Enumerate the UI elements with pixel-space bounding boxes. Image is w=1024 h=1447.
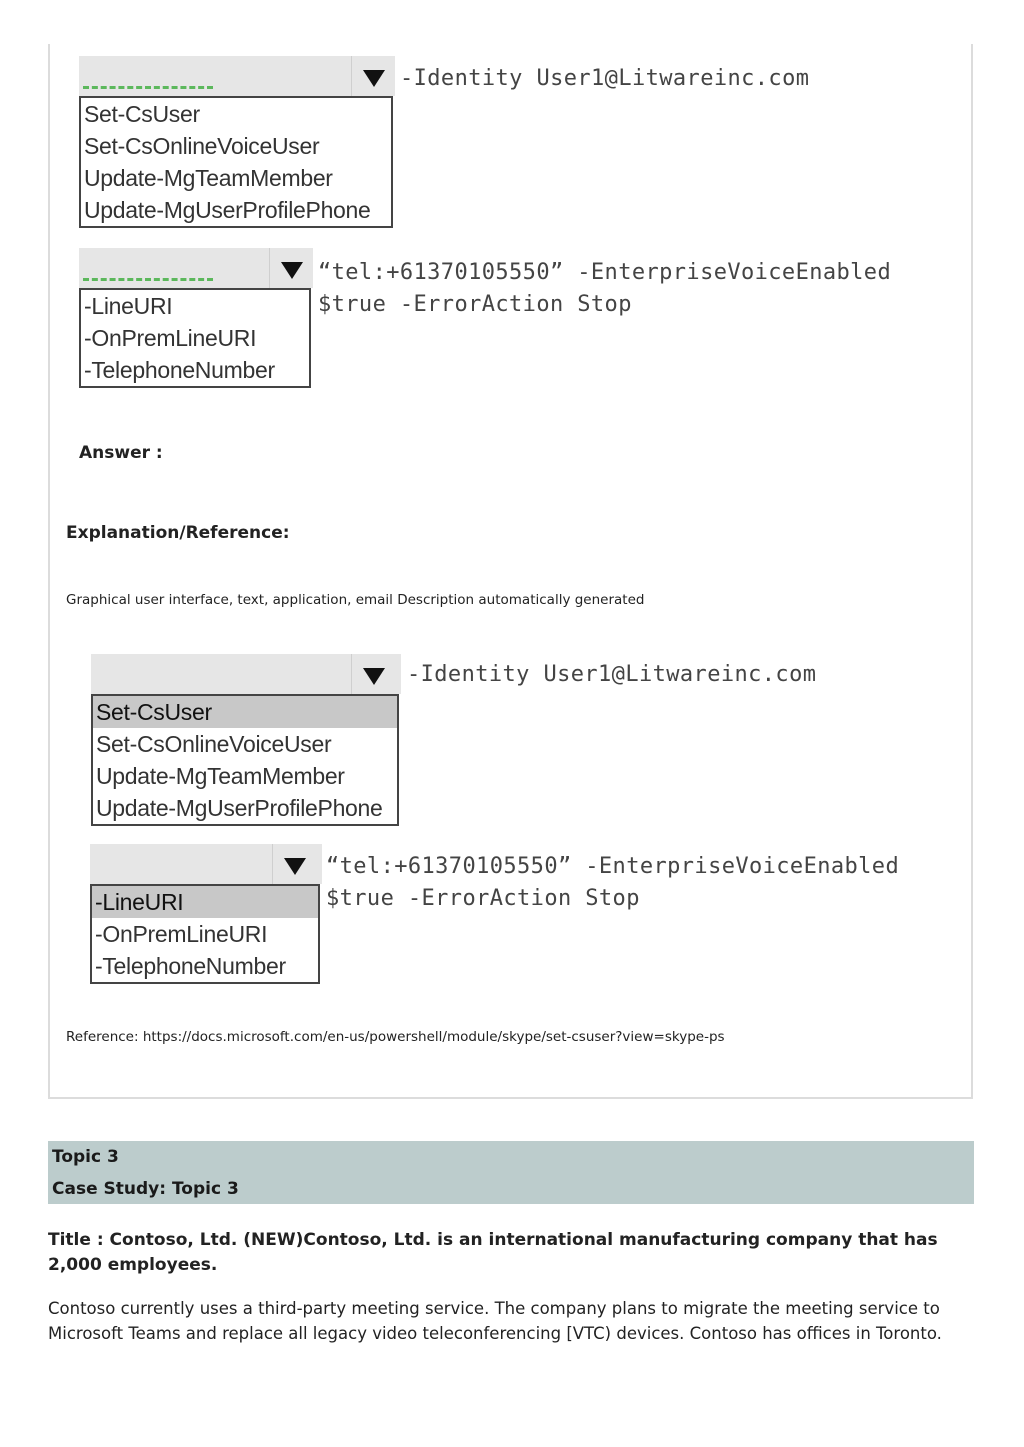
chevron-down-icon (351, 654, 394, 694)
command-suffix-line2: $true -ErrorAction Stop (318, 292, 632, 317)
case-body: Contoso currently uses a third-party meeting service. The company plans to migrate the meeting service to Microsoft Teams and replace all legacy video teleconferencing [VTC) devices. Contoso has offices in Toronto. (48, 1299, 942, 1343)
dropdown-options (79, 288, 311, 388)
question-panel (48, 44, 973, 1099)
dropdown-option: Update-MgUserProfilePhone (96, 795, 383, 821)
command-suffix-line1: “tel:+61370105550” -EnterpriseVoiceEnabled (318, 260, 892, 285)
dropdown-option[interactable]: Set-CsOnlineVoiceUser (84, 133, 320, 159)
dropdown-option[interactable]: -LineURI (84, 293, 173, 319)
empty-answer-slot (83, 278, 213, 281)
topic-header (48, 1141, 974, 1204)
chevron-down-icon[interactable] (351, 56, 394, 96)
dropdown-option[interactable]: Update-MgUserProfilePhone (84, 197, 371, 223)
dropdown-options (91, 694, 399, 826)
reference-link[interactable]: Reference: https://docs.microsoft.com/en-us/powershell/module/skype/set-csuser?view=skype-ps (66, 1029, 725, 1045)
command-suffix: -Identity User1@Litwareinc.com (400, 66, 810, 91)
chevron-down-icon[interactable] (269, 248, 312, 288)
dropdown-option: -OnPremLineURI (95, 921, 268, 947)
dropdown-option[interactable]: -TelephoneNumber (84, 357, 275, 383)
empty-answer-slot (83, 86, 213, 89)
topic-title: Topic 3 (52, 1147, 119, 1167)
command-suffix-line1: “tel:+61370105550” -EnterpriseVoiceEnabled (326, 854, 900, 879)
dropdown-option[interactable]: Set-CsUser (84, 101, 200, 127)
dropdown-options (79, 96, 393, 228)
dropdown-options (90, 884, 320, 984)
case-study-title: Case Study: Topic 3 (52, 1179, 239, 1199)
chevron-down-icon (272, 844, 315, 884)
image-caption: Graphical user interface, text, application, email Description automatically generated (66, 592, 645, 608)
explanation-label: Explanation/Reference: (66, 523, 290, 543)
dropdown-option: Set-CsOnlineVoiceUser (96, 731, 332, 757)
selected-option: Set-CsUser (93, 696, 397, 728)
selected-option: -LineURI (92, 886, 318, 918)
answer-label: Answer : (79, 443, 163, 463)
command-suffix: -Identity User1@Litwareinc.com (407, 662, 817, 687)
dropdown-option[interactable]: -OnPremLineURI (84, 325, 257, 351)
dropdown-option: Update-MgTeamMember (96, 763, 345, 789)
command-suffix-line2: $true -ErrorAction Stop (326, 886, 640, 911)
dropdown-header[interactable] (79, 56, 395, 96)
dropdown-option[interactable]: Update-MgTeamMember (84, 165, 333, 191)
case-title: Title : Contoso, Ltd. (NEW)Contoso, Ltd. is an international manufacturing company that has 2,000 employees. (48, 1230, 938, 1275)
dropdown-option: -TelephoneNumber (95, 953, 286, 979)
